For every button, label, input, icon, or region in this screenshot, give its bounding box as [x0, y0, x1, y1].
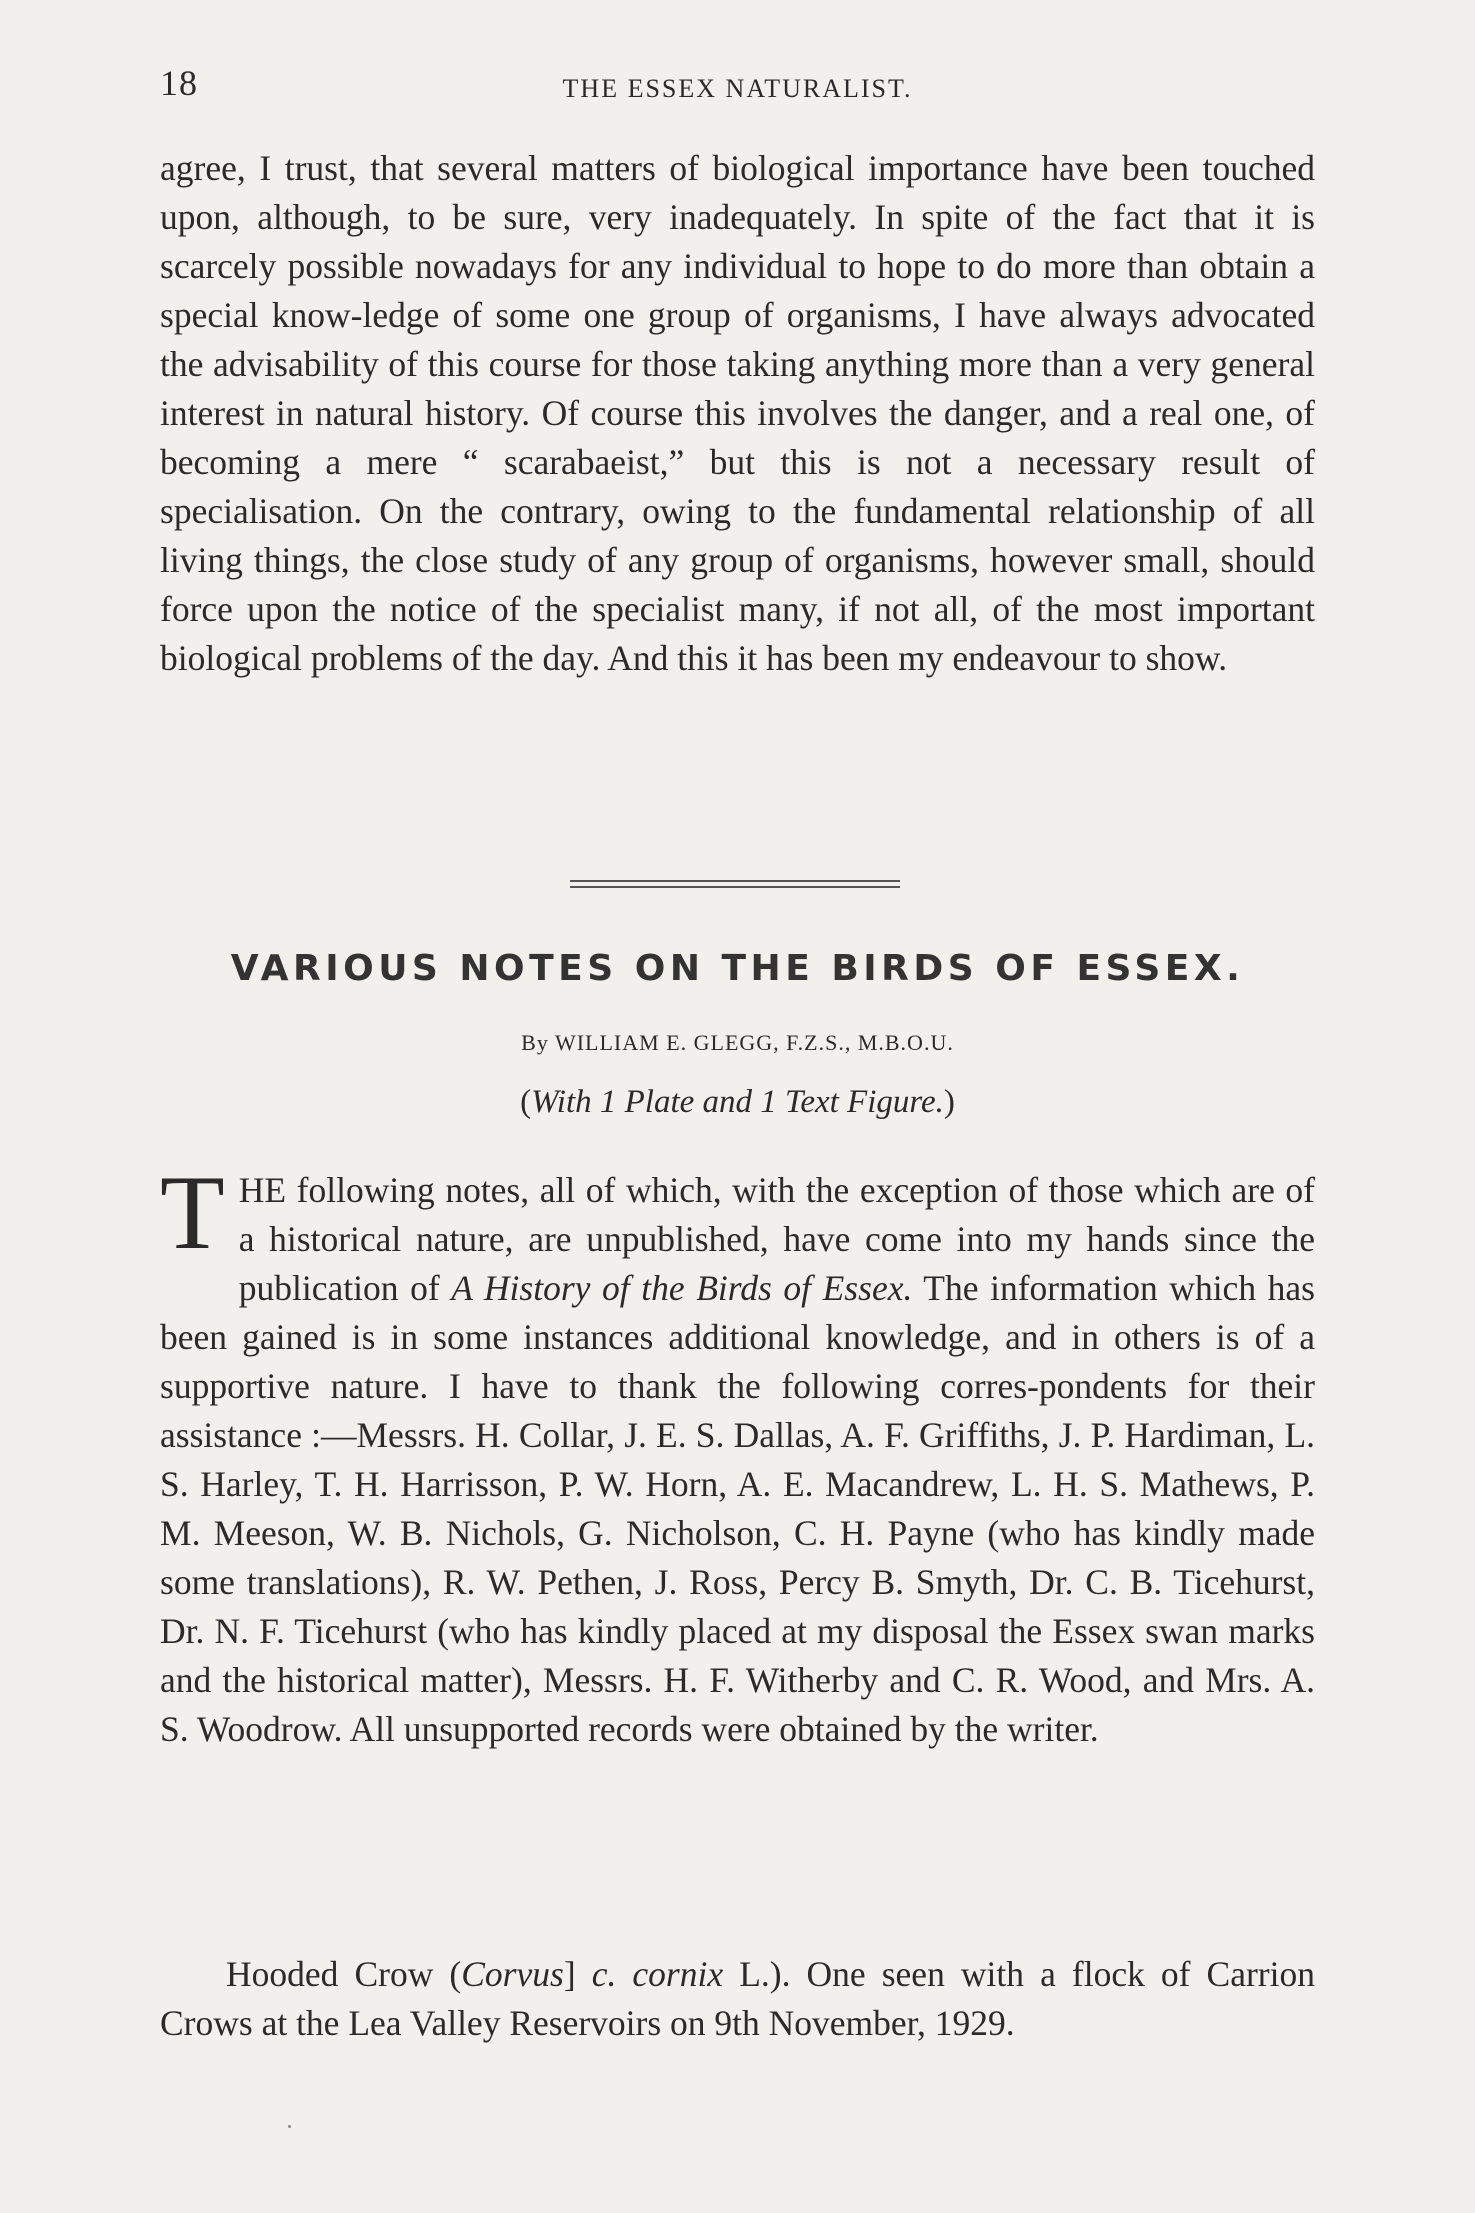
- hooded-crow-paragraph-block: [160, 1950, 1315, 2048]
- subtitle-close-paren: ): [943, 1084, 955, 1120]
- page-speck: [288, 2125, 291, 2128]
- intro-text-after-italic: The information which has been gained is in some instances additional knowledge, and in others is of a supportive nature. I have to thank the following corres-pondents for their assistance :—Messrs. H. Collar, J. E. S. Dallas, A. F. Griffiths, J. P. Hardiman, L. S. Harley, T. H. Harrisson, P. W. Horn, A. E. Macandrew, L. H. S. Mathews, P. M. Meeson, W. B. Nichols, G. Nicholson, C. H. Payne (who has kindly made some translations), R. W. Pethen, J. Ross, Percy B. Smyth, Dr. C. B. Ticehurst, Dr. N. F. Ticehurst (who has kindly placed at my disposal the Essex swan marks and the historical matter), Messrs. H. F. Witherby and C. R. Wood, and Mrs. A. S. Woodrow. All unsupported records were obtained by the writer.: [160, 1268, 1315, 1749]
- intro-text-before-italic: following notes, all of which, with the exception of those which are of a historical nature, are unpublished, have come into my hands since the publication of: [238, 1170, 1315, 1308]
- species-authority: L.).: [723, 1954, 791, 1994]
- running-head: THE ESSEX NATURALIST.: [562, 74, 913, 103]
- article-subtitle: [160, 1084, 1315, 1121]
- page-header: [160, 62, 1315, 112]
- species-genus: Corvus: [461, 1954, 564, 1994]
- continuation-paragraph: agree, I trust, that several matters of biological importance have been touched upon, although, to be sure, very inadequately. In spite of the fact that it is scarcely possible nowadays for any individual to hope to do more than obtain a special know-ledge of some one group of organisms, I have always advocated the advisability of this course for those taking anything more than a very general interest in natural history. Of course this involves the danger, and a real one, of becoming a mere “ scarabaeist,” but this is not a necessary result of specialisation. On the contrary, owing to the fundamental relationship of all living things, the close study of any group of organisms, however small, should force upon the notice of the specialist many, if not all, of the most important biological problems of the day. And this it has been my endeavour to show.: [160, 148, 1315, 678]
- subtitle-open-paren: (: [520, 1084, 532, 1120]
- article-title: VARIOUS NOTES ON THE BIRDS OF ESSEX.: [230, 948, 1245, 989]
- drop-cap: T: [160, 1154, 225, 1271]
- subtitle-text: With 1 Plate and 1 Text Figure.: [531, 1084, 944, 1120]
- continuation-paragraph-block: [160, 144, 1315, 683]
- species-record-text: One seen with a flock of Carrion Crows at the Lea Valley Reservoirs on 9th November, 1929.: [160, 1954, 1315, 2043]
- species-common-name: Hooded Crow (: [226, 1954, 462, 1994]
- intro-paragraph-block: [160, 1154, 1315, 1754]
- book-title: A History of the Birds of Essex.: [451, 1268, 913, 1308]
- section-divider: [570, 880, 900, 888]
- hooded-crow-paragraph: [160, 1950, 1315, 2048]
- species-bracket: ]: [563, 1954, 576, 1994]
- intro-first-word: HE: [238, 1170, 287, 1210]
- article-byline: By WILLIAM E. GLEGG, F.Z.S., M.B.O.U.: [521, 1030, 954, 1055]
- page-number: 18: [160, 63, 198, 103]
- intro-paragraph: [160, 1154, 1315, 1754]
- species-epithet: c. cornix: [575, 1954, 724, 1994]
